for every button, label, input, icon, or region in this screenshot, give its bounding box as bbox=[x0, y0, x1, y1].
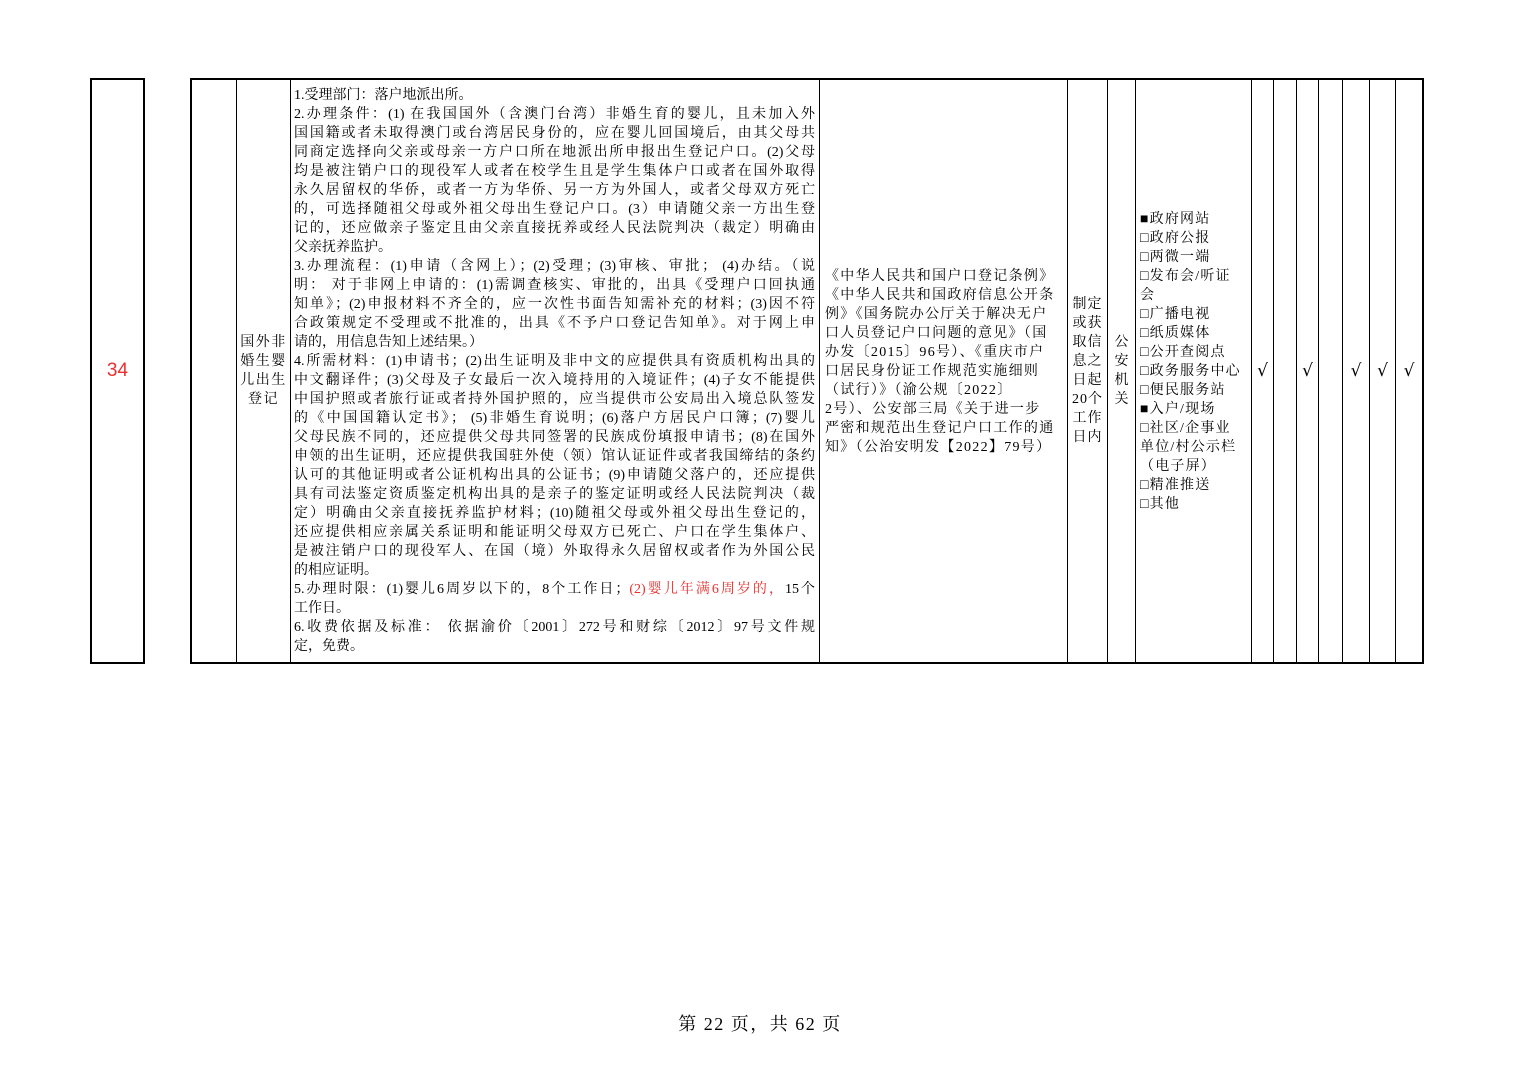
details-line: 中国护照或者旅行证或者持外国护照的，应当提供市公安局出入境总队签发 bbox=[294, 392, 815, 407]
legal-basis-line: （试行）》（渝公规〔2022〕 bbox=[825, 382, 1013, 398]
channel-option: 单位/村公示栏 bbox=[1140, 439, 1237, 455]
time-limit-line: 息之 bbox=[1072, 354, 1103, 369]
page-footer: 第 22 页，共 62 页 bbox=[678, 1014, 842, 1034]
legal-basis-cell bbox=[820, 80, 1068, 662]
details-line: 是被注销户口的现役军人、在国（境）外取得永久居留权或者作为外国公民 bbox=[294, 544, 815, 559]
details-paragraph bbox=[294, 352, 815, 580]
highlighted-text: (2)婴儿年满6周岁的， bbox=[629, 582, 785, 597]
details-paragraph bbox=[294, 618, 815, 656]
channel-option: □两微一端 bbox=[1140, 249, 1211, 265]
channel-option: ■入户/现场 bbox=[1140, 401, 1216, 417]
agency-cell bbox=[1108, 80, 1136, 662]
legal-basis-line: 口居民身份证工作规范实施细则 bbox=[825, 363, 1040, 379]
mark-cell-4 bbox=[1319, 80, 1343, 662]
channels-cell bbox=[1136, 80, 1252, 662]
item-name-line: 登记 bbox=[248, 392, 279, 407]
agency-line: 关 bbox=[1114, 392, 1129, 407]
details-paragraph bbox=[294, 105, 815, 257]
channel-option: ■政府网站 bbox=[1140, 211, 1211, 227]
details-line: 永久居留权的华侨，或者一方为华侨、另一方为外国人，或者父母双方死亡 bbox=[294, 183, 815, 198]
details-line: 具有司法鉴定资质鉴定机构出具的是亲子的鉴定证明或经人民法院判决（裁 bbox=[294, 487, 815, 502]
details-line: 认可的其他证明或者公证机构出具的公证书；(9)申请随父落户的，还应提供 bbox=[294, 468, 815, 483]
time-limit-cell bbox=[1068, 80, 1108, 662]
details-paragraph bbox=[294, 257, 815, 352]
details-line: 1.受理部门：落户地派出所。 bbox=[294, 88, 473, 103]
channel-option: □公开查阅点 bbox=[1140, 344, 1226, 360]
details-line: 知单》；(2)申报材料不齐全的，应一次性书面告知需补充的材料；(3)因不符 bbox=[294, 297, 815, 312]
mark-cell-1 bbox=[1252, 80, 1274, 662]
legal-basis-line: 知》（公治安明发【2022】79号） bbox=[825, 439, 1052, 455]
channel-option: □便民服务站 bbox=[1140, 382, 1226, 398]
details-line: 父亲抚养监护。 bbox=[294, 240, 392, 255]
channel-option: □社区/企事业 bbox=[1140, 420, 1231, 436]
agency-line: 安 bbox=[1114, 354, 1129, 369]
details-line: 父母民族不同的，还应提供父母共同签署的民族成份填报申请书；(8)在国外 bbox=[294, 430, 815, 445]
mark-cell-7 bbox=[1396, 80, 1422, 662]
channel-option: （电子屏） bbox=[1140, 458, 1216, 474]
text-segment: 5.办理时限：(1)婴儿6周岁以下的，8个工作日； bbox=[294, 582, 630, 597]
details-line: 中文翻译件；(3)父母及子女最后一次入境持用的入境证件；(4)子女不能提供 bbox=[294, 373, 815, 388]
details-line: 4.所需材料：(1)申请书；(2)出生证明及非中文的应提供具有资质机构出具的 bbox=[294, 354, 815, 369]
details-line: 的相应证明。 bbox=[294, 563, 378, 578]
details-line: 明： 对于非网上申请的：(1)需调查核实、审批的，出具《受理户口回执通 bbox=[294, 278, 815, 293]
details-line: 工作日。 bbox=[294, 601, 350, 616]
details-line: 还应提供相应亲属关系证明和能证明父母双方已死亡、户口在学生集体户、 bbox=[294, 525, 815, 540]
check-mark: √ bbox=[1403, 360, 1415, 381]
blank-cell bbox=[192, 80, 237, 662]
details-line: 6.收费依据及标准： 依据渝价〔2001〕272号和财综〔2012〕97号文件规 bbox=[294, 620, 815, 635]
details-paragraph bbox=[294, 580, 815, 618]
time-limit-line: 日内 bbox=[1072, 430, 1103, 445]
item-name-line: 婚生婴 bbox=[240, 354, 287, 369]
time-limit-line: 或获 bbox=[1072, 316, 1103, 331]
time-limit-line: 20个 bbox=[1072, 392, 1103, 407]
mark-cell-3 bbox=[1297, 80, 1319, 662]
legal-basis-line: 《中华人民共和国户口登记条例》 bbox=[825, 268, 1055, 284]
time-limit-line: 日起 bbox=[1072, 373, 1103, 388]
details-line: 定，免费。 bbox=[294, 639, 364, 654]
details-cell bbox=[291, 80, 820, 662]
row-number-cell bbox=[90, 78, 145, 664]
agency-line: 机 bbox=[1114, 373, 1129, 388]
details-line: 同商定选择向父亲或母亲一方户口所在地派出所申报出生登记户口。(2)父母 bbox=[294, 145, 815, 160]
item-name-line: 国外非 bbox=[240, 335, 287, 350]
check-mark: √ bbox=[1257, 360, 1268, 381]
legal-basis-line: 严密和规范出生登记户口工作的通 bbox=[825, 420, 1055, 436]
channel-option: □发布会/听证 bbox=[1140, 268, 1231, 284]
details-line: 合政策规定不受理或不批准的，出具《不予户口登记告知单》。对于网上申 bbox=[294, 316, 815, 331]
item-name-line: 儿出生 bbox=[240, 373, 287, 388]
row-number: 34 bbox=[106, 360, 129, 381]
channel-option: □广播电视 bbox=[1140, 306, 1211, 322]
channel-option: □政务服务中心 bbox=[1140, 363, 1241, 379]
legal-basis-line: 办发〔2015〕96号）、《重庆市户 bbox=[825, 344, 1045, 360]
details-line: 定）明确由父亲直接抚养监护材料；(10)随祖父母或外祖父母出生登记的， bbox=[294, 506, 815, 521]
legal-basis-line: 口人员登记户口问题的意见》（国 bbox=[825, 325, 1048, 341]
time-limit-line: 工作 bbox=[1072, 411, 1103, 426]
details-line: 均是被注销户口的现役军人或者在校学生且是学生集体户口或者在国外取得 bbox=[294, 164, 815, 179]
item-name-cell bbox=[237, 80, 291, 662]
details-line: 请的，用信息告知上述结果。） bbox=[294, 335, 483, 350]
channel-option: □政府公报 bbox=[1140, 230, 1211, 246]
channel-option: □精准推送 bbox=[1140, 477, 1211, 493]
table-row bbox=[190, 78, 1424, 664]
details-line: 记的，还应做亲子鉴定且由父亲直接抚养或经人民法院判决（裁定）明确由 bbox=[294, 221, 815, 236]
agency-line: 公 bbox=[1114, 335, 1129, 350]
mark-cell-2 bbox=[1274, 80, 1297, 662]
check-mark: √ bbox=[1377, 360, 1388, 381]
details-line: 3.办理流程：(1)申请（含网上）；(2)受理；(3)审核、审批； (4)办结。（说 bbox=[294, 259, 815, 274]
details-line: 国国籍或者未取得澳门或台湾居民身份的，应在婴儿回国境后，由其父母共 bbox=[294, 126, 815, 141]
check-mark: √ bbox=[1302, 360, 1313, 381]
check-mark: √ bbox=[1350, 360, 1362, 381]
mark-cell-5 bbox=[1343, 80, 1370, 662]
channel-option: □其他 bbox=[1140, 496, 1181, 512]
channel-option: 会 bbox=[1140, 287, 1156, 303]
legal-basis-line: 2号）、公安部三局《关于进一步 bbox=[825, 401, 1041, 417]
details-line: 的，可选择随祖父母或外祖父母出生登记户口。(3）申请随父亲一方出生登 bbox=[294, 202, 815, 217]
time-limit-line: 制定 bbox=[1072, 297, 1103, 312]
details-line: 申领的出生证明，还应提供我国驻外使（领）馆认证证件或者我国缔结的条约 bbox=[294, 449, 815, 464]
details-line: 2.办理条件：(1) 在我国国外（含澳门台湾）非婚生育的婴儿，且未加入外 bbox=[294, 107, 815, 122]
details-paragraph bbox=[294, 86, 815, 105]
details-line bbox=[294, 580, 815, 599]
channel-option: □纸质媒体 bbox=[1140, 325, 1211, 341]
time-limit-line: 取信 bbox=[1072, 335, 1103, 350]
legal-basis-line: 《中华人民共和国政府信息公开条 bbox=[825, 287, 1055, 303]
details-line: 的《中国国籍认定书》； (5)非婚生育说明；(6)落户方居民户口簿；(7)婴儿 bbox=[294, 411, 815, 426]
mark-cell-6 bbox=[1370, 80, 1396, 662]
legal-basis-line: 例》《国务院办公厅关于解决无户 bbox=[825, 306, 1048, 322]
text-segment: 15个 bbox=[784, 582, 816, 597]
